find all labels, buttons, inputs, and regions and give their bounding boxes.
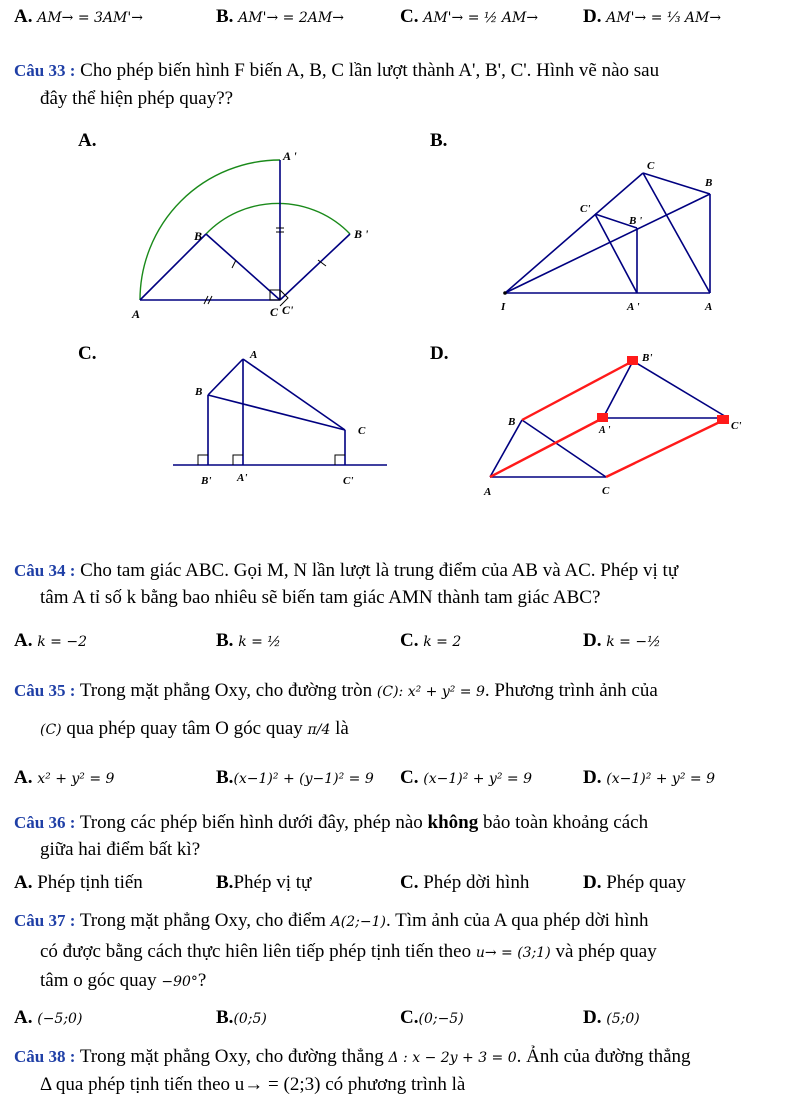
- segment-bc: [522, 420, 606, 477]
- q32-option-d: D. AM'→ = ⅓ AM→: [583, 6, 722, 27]
- segment-bc: [206, 234, 280, 300]
- arc-inner: [206, 203, 350, 234]
- label-b: B: [705, 177, 713, 189]
- right-angle-mark: [233, 455, 243, 465]
- label-a: A: [250, 349, 258, 361]
- figure-a: [120, 140, 380, 330]
- label-c-prime: C': [731, 420, 742, 432]
- q37-option-b: B.(0;5): [216, 1007, 267, 1028]
- figure-b: [495, 150, 735, 320]
- label-b: B: [508, 416, 516, 428]
- label-b: B: [195, 386, 203, 398]
- label-c-prime: C': [282, 303, 294, 317]
- q32-option-b: B. AM'→ = 2AM→: [216, 6, 344, 27]
- fig-b-label: B.: [430, 130, 448, 151]
- q37-option-c: C.(0;−5): [400, 1007, 464, 1028]
- label-b-prime: B': [201, 475, 212, 487]
- q36-option-c: C. Phép dời hình: [400, 872, 530, 893]
- q32-option-c: C. AM'→ = ½ AM→: [400, 6, 539, 27]
- label-c: C: [270, 305, 279, 319]
- q33-line2: đây thể hiện phép quay??: [40, 88, 234, 109]
- label-a: A: [132, 307, 141, 321]
- figure-d: [478, 345, 753, 500]
- q36-option-a: A. Phép tịnh tiến: [14, 872, 143, 893]
- q38-line2: Δ qua phép tịnh tiến theo u→ = (2;3) có phương trình là: [40, 1074, 466, 1095]
- segment-ab: [140, 234, 206, 300]
- arrow-head-c-prime: [717, 415, 729, 424]
- label-a-prime: A': [237, 472, 248, 484]
- label-a-prime: A ': [627, 301, 640, 313]
- q34-line1: Câu 34 : Cho tam giác ABC. Gọi M, N lần lượt là trung điểm của AB và AC. Phép vị tự: [14, 560, 679, 581]
- vector-bb-prime: [522, 361, 633, 420]
- q36-option-b: B.Phép vị tự: [216, 872, 312, 893]
- q34-option-a: A. k = −2: [14, 630, 87, 651]
- segment-cb-prime: [280, 234, 350, 300]
- q33-line1: Câu 33 : Cho phép biến hình F biến A, B, C lần lượt thành A', B', C'. Hình vẽ nào sau: [14, 60, 660, 81]
- label-c: C: [358, 425, 366, 437]
- vector-cc-prime: [606, 418, 728, 477]
- label-b-prime: B ': [629, 215, 643, 227]
- arrow-head-a-prime: [597, 413, 608, 422]
- label-b-prime: B ': [354, 227, 369, 241]
- q35-line2: (C) qua phép quay tâm O góc quay π/4 là: [40, 718, 349, 739]
- q37-option-d: D. (5;0): [583, 1007, 640, 1028]
- q35-option-c: C. (x−1)² + y² = 9: [400, 767, 532, 788]
- label-b: B: [194, 229, 203, 243]
- q35-option-a: A. x² + y² = 9: [14, 767, 115, 788]
- q34-line2: tâm A tỉ số k bằng bao nhiêu sẽ biến tam giác AMN thành tam giác ABC?: [40, 587, 601, 608]
- label-c-prime: C': [580, 203, 591, 215]
- label-c-prime: C': [343, 475, 354, 487]
- segment-b-prime-c-prime: [633, 361, 728, 418]
- label-b-prime: B': [642, 352, 653, 364]
- point-i: [503, 291, 507, 295]
- label-a-prime: A ': [283, 149, 297, 163]
- label-a-prime: A ': [599, 425, 611, 436]
- fig-a-label: A.: [78, 130, 97, 151]
- label-i: I: [501, 301, 506, 313]
- q35-line1: Câu 35 : Trong mặt phẳng Oxy, cho đường tròn (C): x² + y² = 9. Phương trình ảnh của: [14, 680, 658, 701]
- figure-c: [165, 340, 395, 495]
- segment-bc: [208, 395, 345, 430]
- segment-ab: [208, 359, 243, 395]
- arrow-head-b-prime: [627, 356, 638, 365]
- q35-option-b: B.(x−1)² + (y−1)² = 9: [216, 767, 374, 788]
- q37-line3: tâm o góc quay −90°?: [40, 970, 207, 991]
- q36-line1: Câu 36 : Trong các phép biến hình dưới đây, phép nào không bảo toàn khoảng cách: [14, 812, 649, 833]
- q37-option-a: A. (−5;0): [14, 1007, 83, 1028]
- fig-c-label: C.: [78, 343, 97, 364]
- right-angle-mark: [198, 455, 208, 465]
- q36-option-d: D. Phép quay: [583, 872, 686, 893]
- q32-option-a: A. AM→ = 3AM'→: [14, 6, 143, 27]
- segment-ib: [505, 194, 710, 293]
- q37-line2: có được bằng cách thực hiên liên tiếp phép tịnh tiến theo u→ = (3;1) và phép quay: [40, 941, 657, 962]
- label-c: C: [647, 160, 655, 172]
- label-c: C: [602, 485, 610, 497]
- q34-option-c: C. k = 2: [400, 630, 462, 651]
- q38-line1: Câu 38 : Trong mặt phẳng Oxy, cho đường thẳng Δ : x − 2y + 3 = 0. Ảnh của đường thẳng: [14, 1046, 691, 1067]
- q37-line1: Câu 37 : Trong mặt phẳng Oxy, cho điểm A(2;−1). Tìm ảnh của A qua phép dời hình: [14, 910, 649, 931]
- segment-ac: [243, 359, 345, 430]
- q35-option-d: D. (x−1)² + y² = 9: [583, 767, 715, 788]
- segment-ic: [505, 173, 643, 293]
- right-angle-mark: [335, 455, 345, 465]
- q36-line2: giữa hai điểm bất kì?: [40, 839, 201, 860]
- q34-option-b: B. k = ½: [216, 630, 281, 651]
- q34-option-d: D. k = −½: [583, 630, 661, 651]
- fig-d-label: D.: [430, 343, 449, 364]
- tick-mark: [232, 260, 236, 268]
- label-a: A: [705, 301, 713, 313]
- label-a: A: [484, 486, 492, 498]
